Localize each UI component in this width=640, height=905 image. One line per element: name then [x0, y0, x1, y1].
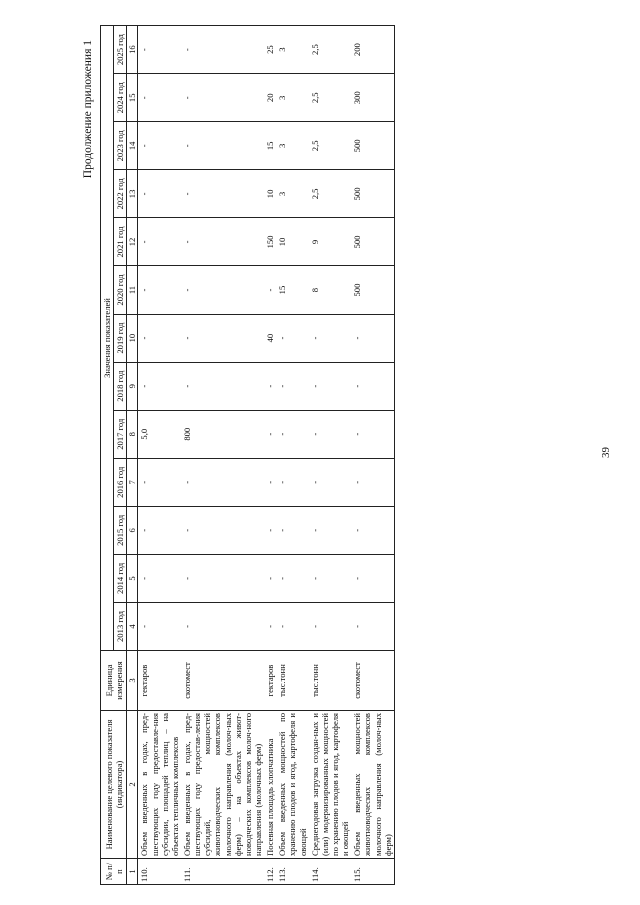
row-value: 300	[351, 74, 394, 122]
row-value: 500	[351, 170, 394, 218]
row-value: 200	[351, 26, 394, 74]
row-unit: скотомест	[181, 651, 264, 711]
row-value: -	[181, 362, 264, 410]
header-no: № п/п	[101, 859, 127, 885]
column-number: 16	[127, 26, 138, 74]
table-row	[138, 26, 181, 885]
row-value: 20	[264, 74, 276, 122]
row-value: -	[138, 26, 181, 74]
row-value: 3	[276, 170, 308, 218]
row-unit: тыс.тонн	[276, 651, 308, 711]
row-name: Посевная площадь хлопчатника	[264, 711, 276, 859]
column-number: 14	[127, 122, 138, 170]
row-value: 40	[264, 314, 276, 362]
row-number: 110.	[138, 859, 181, 885]
header-year: 2020 год	[114, 266, 127, 314]
column-number: 8	[127, 410, 138, 458]
row-value: -	[309, 506, 352, 554]
header-year: 2013 год	[114, 602, 127, 650]
column-number: 13	[127, 170, 138, 218]
column-number: 11	[127, 266, 138, 314]
row-value: -	[309, 314, 352, 362]
row-value: -	[264, 362, 276, 410]
row-value: -	[276, 458, 308, 506]
column-number: 4	[127, 602, 138, 650]
row-value: 10	[276, 218, 308, 266]
column-number: 2	[127, 711, 138, 859]
row-value: -	[181, 314, 264, 362]
row-value: -	[264, 410, 276, 458]
row-number: 114.	[309, 859, 352, 885]
row-value: -	[264, 602, 276, 650]
row-value: 800	[181, 410, 264, 458]
row-value: 2,5	[309, 170, 352, 218]
row-name: Среднегодовая загрузка создан-ных и (или) модернизированных мощностей по хранению плодов и ягод, картофеля и овощей	[309, 711, 352, 859]
row-value: -	[264, 458, 276, 506]
row-unit: тыс.тонн	[309, 651, 352, 711]
row-value: 10	[264, 170, 276, 218]
row-value: -	[276, 554, 308, 602]
header-year: 2022 год	[114, 170, 127, 218]
row-value: -	[138, 362, 181, 410]
row-value: -	[309, 458, 352, 506]
row-value: -	[309, 362, 352, 410]
row-name: Объем введенных в годах, пред-шествующих году предостав-ления субсидий, мощностей животноводческих комплексов молочного направления (молоч-ных ферм) – на объектах живот-новодческих комплексов молоч-ного направления (молочных ферм)	[181, 711, 264, 859]
header-year: 2016 год	[114, 458, 127, 506]
row-value: 8	[309, 266, 352, 314]
row-value: 2,5	[309, 74, 352, 122]
row-value: -	[264, 554, 276, 602]
row-value: 3	[276, 74, 308, 122]
column-numbers-row	[127, 26, 138, 885]
row-number: 112.	[264, 859, 276, 885]
row-value: -	[351, 458, 394, 506]
row-value: 2,5	[309, 122, 352, 170]
row-unit: гектаров	[138, 651, 181, 711]
row-unit: скотомест	[351, 651, 394, 711]
column-number: 12	[127, 218, 138, 266]
row-value: -	[138, 218, 181, 266]
row-value: -	[276, 314, 308, 362]
row-value: -	[351, 410, 394, 458]
column-number: 9	[127, 362, 138, 410]
header-values-group: Значения показателей	[101, 26, 114, 651]
row-value: -	[181, 218, 264, 266]
header-unit: Единица измерения	[101, 651, 127, 711]
row-value: -	[309, 554, 352, 602]
row-value: -	[181, 458, 264, 506]
column-number: 10	[127, 314, 138, 362]
row-value: 3	[276, 26, 308, 74]
header-year: 2015 год	[114, 506, 127, 554]
row-value: -	[264, 266, 276, 314]
row-value: 2,5	[309, 26, 352, 74]
row-value: -	[276, 410, 308, 458]
table-row	[181, 26, 264, 885]
row-value: 25	[264, 26, 276, 74]
row-value: -	[138, 74, 181, 122]
row-value: 15	[276, 266, 308, 314]
row-value: -	[181, 170, 264, 218]
row-value: -	[276, 602, 308, 650]
row-value: -	[309, 602, 352, 650]
indicator-table	[100, 25, 395, 885]
row-value: -	[138, 554, 181, 602]
row-value: -	[351, 554, 394, 602]
header-year: 2024 год	[114, 74, 127, 122]
row-number: 115.	[351, 859, 394, 885]
row-value: -	[138, 458, 181, 506]
table-body	[138, 26, 394, 885]
row-value: 5,0	[138, 410, 181, 458]
header-name: Наименование целевого показателя (индикатора)	[101, 711, 127, 859]
row-value: 500	[351, 266, 394, 314]
row-value: -	[181, 554, 264, 602]
column-number: 15	[127, 74, 138, 122]
row-value: -	[264, 506, 276, 554]
row-value: -	[181, 266, 264, 314]
table-row	[276, 26, 308, 885]
row-value: -	[138, 506, 181, 554]
column-number: 6	[127, 506, 138, 554]
row-value: 150	[264, 218, 276, 266]
column-number: 3	[127, 651, 138, 711]
page-number: 39	[600, 447, 612, 458]
continuation-label: Продолжение приложения 1	[82, 40, 94, 179]
header-year: 2014 год	[114, 554, 127, 602]
table-row	[309, 26, 352, 885]
row-name: Объем введенных в годах, пред-шествующих году предоставле-ния субсидии, площадей теплиц – на объектах тепличных комплексов	[138, 711, 181, 859]
row-unit: гектаров	[264, 651, 276, 711]
row-value: -	[351, 362, 394, 410]
column-number: 5	[127, 554, 138, 602]
row-value: -	[181, 122, 264, 170]
row-value: -	[138, 170, 181, 218]
row-value: -	[181, 602, 264, 650]
row-number: 111.	[181, 859, 264, 885]
row-value: -	[276, 506, 308, 554]
row-value: -	[138, 314, 181, 362]
row-value: -	[181, 74, 264, 122]
row-value: -	[351, 602, 394, 650]
column-number: 7	[127, 458, 138, 506]
column-number: 1	[127, 859, 138, 885]
row-value: 500	[351, 122, 394, 170]
row-name: Объем введенных мощностей по хранению плодов и ягод, картофеля и овощей	[276, 711, 308, 859]
table-row	[264, 26, 276, 885]
row-value: -	[181, 26, 264, 74]
row-name: Объем введенных мощностей животноводческих комплексов молочного направления (молоч-ных ферм)	[351, 711, 394, 859]
row-value: -	[351, 314, 394, 362]
row-value: 500	[351, 218, 394, 266]
header-year: 2025 год	[114, 26, 127, 74]
row-value: -	[309, 410, 352, 458]
header-year: 2017 год	[114, 410, 127, 458]
row-value: -	[138, 266, 181, 314]
row-value: -	[181, 506, 264, 554]
table-row	[351, 26, 394, 885]
row-number: 113.	[276, 859, 308, 885]
row-value: -	[351, 506, 394, 554]
row-value: 3	[276, 122, 308, 170]
row-value: -	[138, 122, 181, 170]
header-year: 2018 год	[114, 362, 127, 410]
header-year: 2023 год	[114, 122, 127, 170]
row-value: 9	[309, 218, 352, 266]
header-year: 2021 год	[114, 218, 127, 266]
header-year: 2019 год	[114, 314, 127, 362]
row-value: -	[138, 602, 181, 650]
row-value: 15	[264, 122, 276, 170]
row-value: -	[276, 362, 308, 410]
